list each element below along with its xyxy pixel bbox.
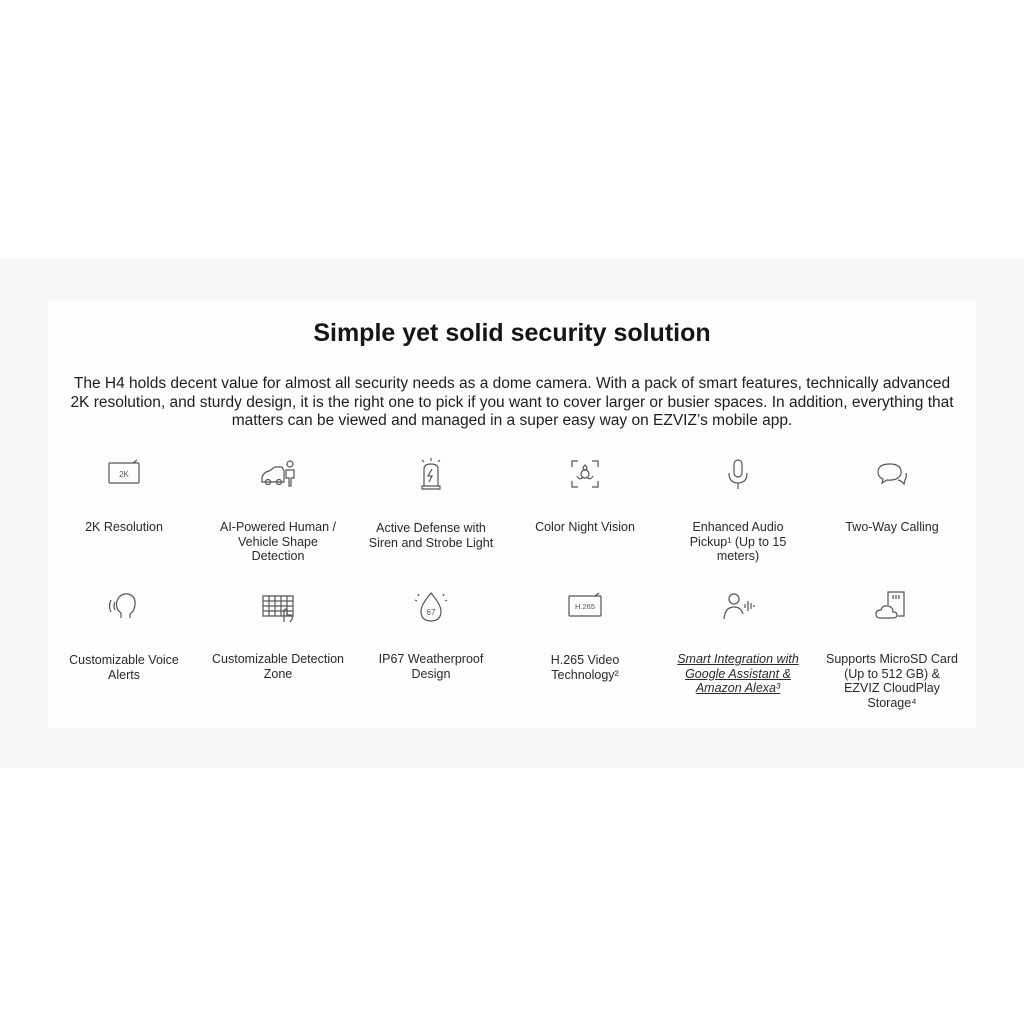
smart-integration-link[interactable]: Smart Integration with Google Assistant & Amazon Alexa³ — [677, 652, 799, 695]
feature-enhanced-audio — [672, 456, 804, 564]
weatherproof-icon — [413, 588, 449, 624]
feature-microsd-cloud — [826, 588, 958, 710]
feature-label: AI-Powered Human / Vehicle Shape Detection — [219, 520, 337, 563]
feature-label: Customizable Voice Alerts — [69, 653, 179, 682]
2k-badge: 2K — [119, 470, 129, 479]
chat-bubbles-icon — [874, 456, 910, 492]
voice-assistant-icon — [720, 588, 756, 624]
feature-detection-zone — [212, 588, 344, 681]
h265-icon — [567, 588, 603, 624]
human-vehicle-icon — [260, 456, 296, 492]
feature-label: Color Night Vision — [535, 520, 635, 534]
feature-label: Supports MicroSD Card (Up to 512 GB) & EZVIZ CloudPlay Storage⁴ — [826, 652, 958, 710]
feature-label: Active Defense with Siren and Strobe Light — [368, 521, 494, 550]
feature-label: Enhanced Audio Pickup¹ (Up to 15 meters) — [689, 520, 787, 563]
microsd-cloud-icon — [874, 588, 910, 624]
color-night-vision-icon — [567, 456, 603, 492]
feature-h265 — [519, 588, 651, 682]
feature-2k-resolution — [58, 456, 190, 535]
feature-two-way-calling — [826, 456, 958, 535]
feature-smart-integration[interactable] — [672, 588, 804, 696]
microphone-icon — [720, 456, 756, 492]
detection-zone-icon — [260, 588, 296, 624]
feature-ip67 — [365, 588, 497, 681]
feature-label: H.265 Video Technology² — [550, 653, 620, 682]
h265-badge: H.265 — [574, 602, 596, 611]
feature-voice-alerts — [58, 588, 190, 682]
section-title: Simple yet solid security solution — [313, 319, 711, 347]
feature-label: Customizable Detection Zone — [212, 652, 345, 681]
feature-human-vehicle-detection — [212, 456, 344, 564]
feature-active-defense — [365, 456, 497, 550]
feature-label: IP67 Weatherproof Design — [378, 652, 484, 681]
siren-icon — [413, 456, 449, 492]
section-intro: The H4 holds decent value for almost all security needs as a dome camera. With a pack of smart features, technically advanced 2K resolution, and sturdy design, it is the right one to pick if you want to cover larger or busier spaces. In addition, everything that matters can be viewed and managed in a super easy way on EZVIZ’s mobile app. — [70, 375, 954, 429]
feature-label: 2K Resolution — [85, 520, 163, 534]
2k-resolution-icon — [106, 456, 142, 492]
feature-color-night-vision — [519, 456, 651, 535]
ip67-badge: 67 — [426, 608, 436, 617]
voice-alert-icon — [106, 588, 142, 624]
feature-label: Two-Way Calling — [845, 520, 939, 534]
